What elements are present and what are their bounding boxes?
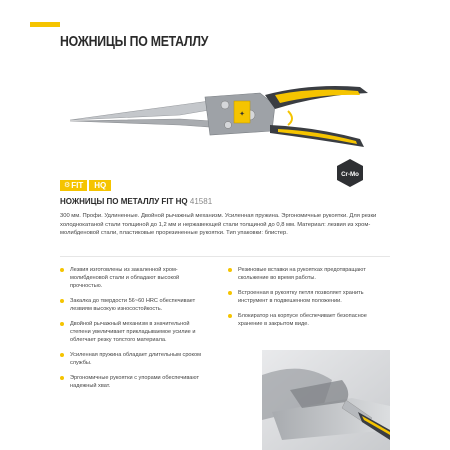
feature-item: Встроенная в рукоятку петля позволяет хранить инструмент в подвешенном положении. (228, 289, 388, 305)
brand-hq: HQ (89, 180, 111, 191)
title-accent-bar (30, 22, 60, 27)
badge-label: Cr-Mo (341, 171, 359, 178)
divider (60, 256, 390, 257)
feature-item: Резиновые вставки на рукоятках предотвращают скольжение во время работы. (228, 266, 388, 282)
bullet-icon (228, 268, 232, 272)
features-list-right (228, 266, 388, 335)
gear-icon: ⚙ (64, 182, 71, 189)
feature-item: Эргономичные рукоятки с упорами обеспечивают надежный хват. (60, 374, 210, 390)
product-description: 300 мм. Профи. Удлиненные. Двойной рычажный механизм. Усиленная пружина. Эргономичные рукоятки. Для резки холоднокатаной стали толщиной до 1,2 мм и нержавеющей стали толщиной до 0,8 мм. Материал: лезвия из хром-молибденовой стали, пластиковые прорезиненные рукоятки. Тип упаковки: блистер. (60, 213, 377, 237)
bullet-icon (60, 322, 64, 326)
feature-item: Двойной рычажный механизм в значительной степени увеличивает прикладываемое усилие и облегчает резку толстого материала. (60, 320, 210, 344)
brand-logo (60, 180, 111, 191)
brand-fit (60, 180, 87, 191)
bullet-icon (228, 314, 232, 318)
bullet-icon (228, 291, 232, 295)
features-list-left (60, 266, 210, 397)
bullet-icon (60, 299, 64, 303)
product-name-text: НОЖНИЦЫ ПО МЕТАЛЛУ FIT HQ (60, 197, 188, 206)
bullet-icon (60, 376, 64, 380)
product-code: 41581 (189, 197, 213, 206)
product-name (60, 197, 212, 206)
bullet-icon (60, 268, 64, 272)
svg-text:✦: ✦ (239, 111, 245, 118)
feature-item: Лезвия изготовлены из закаленной хром-молибденовой стали и обладают высокой прочностью. (60, 266, 210, 290)
feature-item: Блокиратор на корпусе обеспечивает безопасное хранение в закрытом виде. (228, 312, 388, 328)
cr-mo-badge (336, 158, 364, 188)
feature-item: Усиленная пружина обладает длительным сроком службы. (60, 351, 210, 367)
cutting-photo (262, 350, 390, 450)
page-title: НОЖНИЦЫ ПО МЕТАЛЛУ (60, 33, 209, 50)
metal-shears-image (60, 65, 380, 165)
feature-item: Закалка до твердости 56~60 HRC обеспечивает лезвиям высокую износостойкость. (60, 297, 210, 313)
brand-fit-label: FIT (71, 181, 84, 190)
bullet-icon (60, 353, 64, 357)
